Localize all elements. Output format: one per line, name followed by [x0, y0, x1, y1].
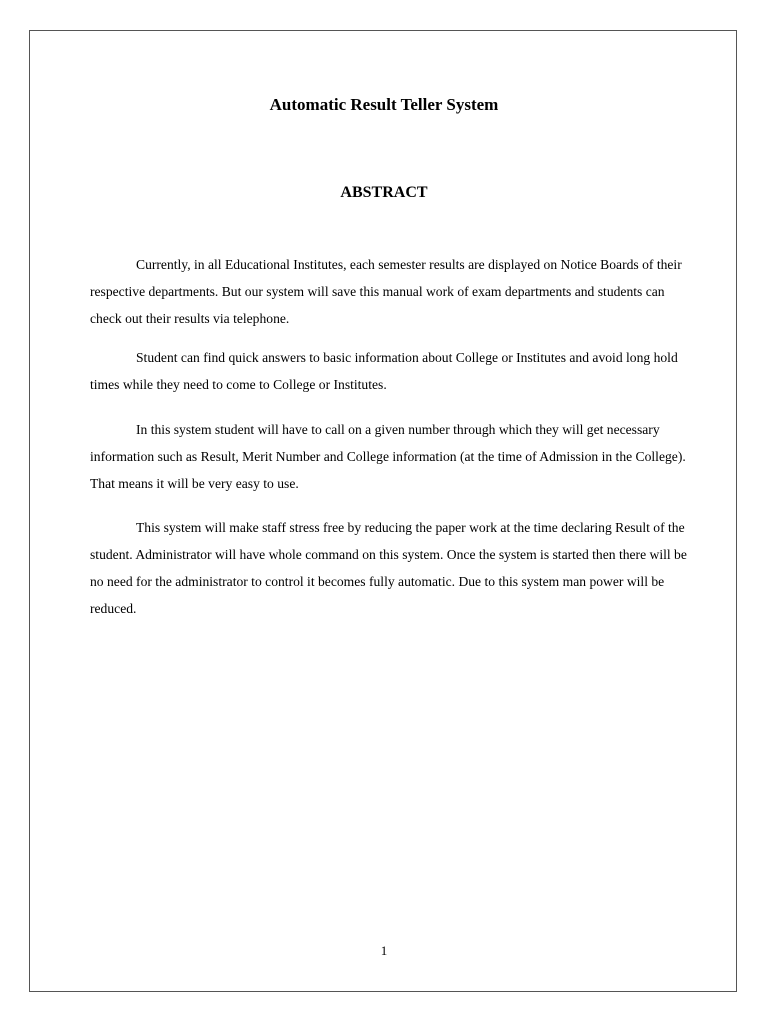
document-title: Automatic Result Teller System	[269, 95, 499, 114]
page-number: 1	[380, 943, 388, 958]
abstract-paragraph-3: In this system student will have to call on a given number through which they will get necessary information such as Result, Merit Number and College information (at the time of Admission in the College). That means it will be very easy to use.	[90, 422, 686, 491]
page-border	[29, 30, 737, 992]
abstract-paragraph-1: Currently, in all Educational Institutes, each semester results are displayed on Notice Boards of their respective departments. But our system will save this manual work of exam departments and students can check out their results via telephone.	[90, 257, 682, 326]
abstract-paragraph-4: This system will make staff stress free by reducing the paper work at the time declaring Result of the student. Administrator will have whole command on this system. Once the system is started then there will be no need for the administrator to control it becomes fully automatic. Due to this system man power will be reduced.	[90, 520, 687, 616]
abstract-paragraph-2: Student can find quick answers to basic information about College or Institutes and avoid long hold times while they need to come to College or Institutes.	[90, 350, 678, 392]
abstract-heading: ABSTRACT	[340, 184, 428, 201]
